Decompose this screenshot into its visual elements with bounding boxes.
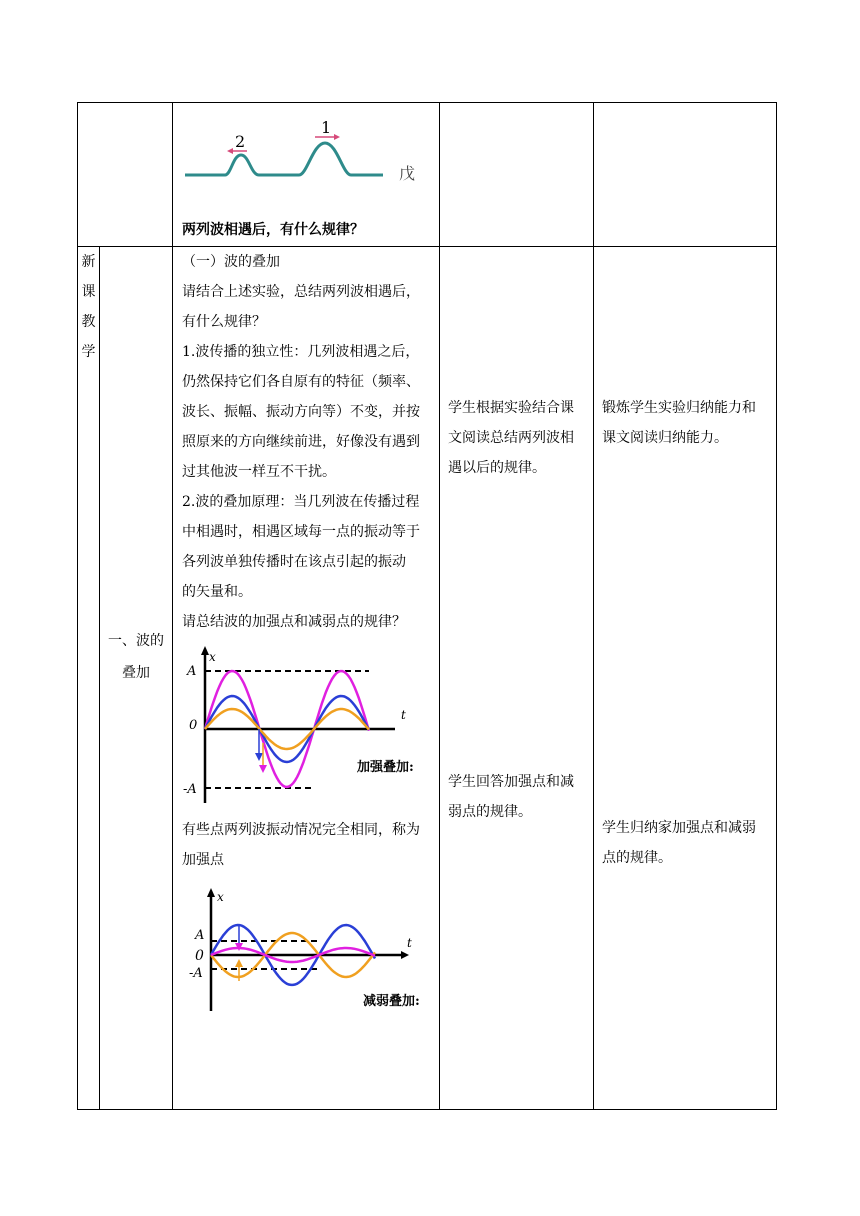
section-label-cell xyxy=(100,247,173,1110)
axis-x-label: x xyxy=(217,890,224,904)
content-cell xyxy=(173,247,440,1110)
student-activity-line: 文阅读总结两列波相 xyxy=(448,430,574,446)
student-activity-line: 遇以后的规律。 xyxy=(448,460,546,476)
zero-label: 0 xyxy=(195,948,204,964)
student-activity-cell xyxy=(440,247,594,1110)
p2-line: 中相遇时，相遇区域每一点的振动等于 xyxy=(182,524,420,540)
p1-line: 波长、振幅、振动方向等）不变，并按 xyxy=(182,404,420,420)
section-label-line1: 一、波的 xyxy=(108,633,164,649)
p1-line: 1.波传播的独立性：几列波相遇之后， xyxy=(182,344,420,360)
lesson-table xyxy=(77,102,777,1110)
p1-line: 照原来的方向继续前进，好像没有遇到 xyxy=(182,434,420,450)
row-new-lesson xyxy=(78,247,777,1110)
axis-t-label: t xyxy=(407,936,412,950)
row-wave-meeting xyxy=(78,103,777,247)
intro-line: 有什么规律？ xyxy=(182,314,266,330)
design-intent-line: 课文阅读归纳能力。 xyxy=(602,430,728,446)
p1-line: 过其他波一样互不干扰。 xyxy=(182,464,336,480)
destructive-superposition-graph xyxy=(173,885,439,1013)
wave-label-2: 2 xyxy=(235,132,246,151)
wave-label-1: 1 xyxy=(321,118,332,137)
axis-t-label: t xyxy=(401,708,406,722)
p2-line: 2.波的叠加原理：当几列波在传播过程 xyxy=(182,494,420,510)
empty-cell-activity xyxy=(440,103,594,247)
amplitude-label: A xyxy=(195,928,205,943)
stage-char: 课 xyxy=(81,284,96,300)
figure-label: 戊 xyxy=(399,164,416,183)
empty-cell-left xyxy=(78,103,173,247)
intro-line: 请结合上述实验，总结两列波相遇后， xyxy=(182,284,420,300)
stage-char: 教 xyxy=(81,314,96,330)
empty-cell-intent xyxy=(594,103,777,247)
question-text: 两列波相遇后，有什么规律？ xyxy=(182,222,364,238)
p2-line: 的矢量和。 xyxy=(182,584,252,600)
stage-cell xyxy=(78,247,100,1110)
wave-meeting-figure xyxy=(173,103,439,203)
p2-line: 各列波单独传播时在该点引起的振动 xyxy=(182,554,406,570)
axis-x-label: x xyxy=(209,650,216,664)
wave-meeting-cell xyxy=(173,103,440,247)
design-intent-cell xyxy=(594,247,777,1110)
design-intent-line: 点的规律。 xyxy=(602,850,672,866)
p3-line: 有些点两列波振动情况完全相同，称为 xyxy=(182,822,420,838)
amplitude-label: A xyxy=(187,664,197,679)
content-heading: （一）波的叠加 xyxy=(182,254,280,270)
graph-caption: 加强叠加: xyxy=(357,760,414,775)
p1-line: 仍然保持它们各自原有的特征（频率、 xyxy=(182,374,420,390)
zero-label: 0 xyxy=(189,718,198,733)
neg-amplitude-label: -A xyxy=(183,782,197,797)
student-activity-line: 学生根据实验结合课 xyxy=(448,400,574,416)
section-label-line2: 叠加 xyxy=(122,665,150,681)
neg-amplitude-label: -A xyxy=(189,966,203,981)
student-activity-line: 弱点的规律。 xyxy=(448,804,532,820)
stage-char: 新 xyxy=(81,254,96,270)
question2: 请总结波的加强点和减弱点的规律？ xyxy=(182,614,406,630)
p3-line: 加强点 xyxy=(182,852,224,868)
design-intent-line: 锻炼学生实验归纳能力和 xyxy=(602,400,756,416)
design-intent-line: 学生归纳家加强点和减弱 xyxy=(602,820,756,836)
graph-caption: 减弱叠加: xyxy=(363,994,420,1009)
student-activity-line: 学生回答加强点和减 xyxy=(448,774,574,790)
stage-char: 学 xyxy=(81,344,96,360)
constructive-superposition-graph xyxy=(173,643,439,811)
